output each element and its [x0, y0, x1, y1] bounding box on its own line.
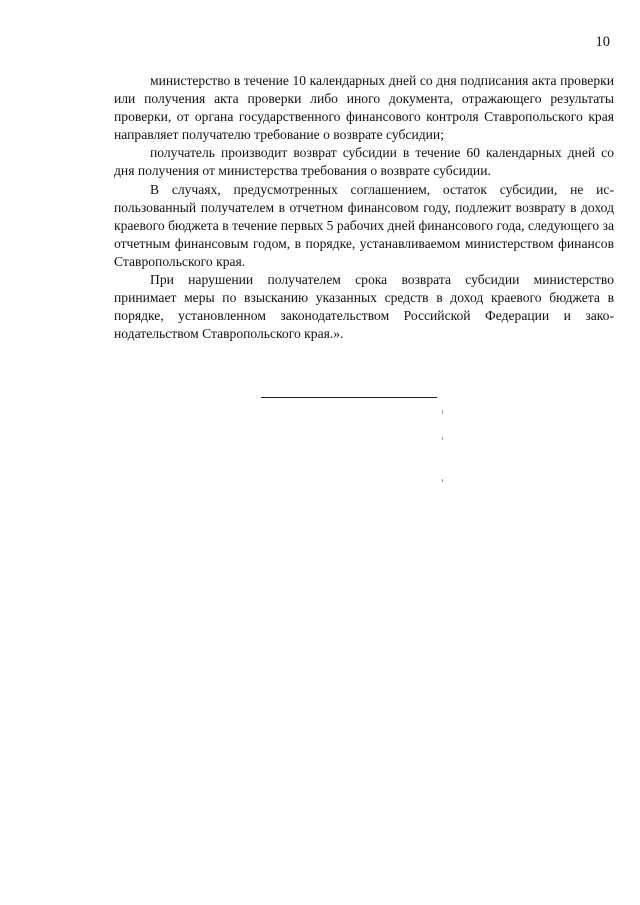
body-text [114, 72, 614, 343]
scan-speck [442, 410, 443, 414]
scan-speck [442, 437, 443, 440]
paragraph-violation-measures: При нарушении получателем срока возврата субсидии министерство принимает меры по взысканию указанных средств в доход краевого бюджета в порядке, установленном законодательством Российской Федерации и законодательством Ставропольского края.». [114, 272, 614, 342]
separator-line [261, 397, 437, 398]
scan-speck [442, 479, 443, 482]
page-number: 10 [595, 34, 610, 50]
paragraph-recipient-refund: получатель производит возврат субсидии в течение 60 календарных дней со дня получения от министерства требования о возврате субсидии. [114, 145, 614, 179]
paragraph-ministry-requirement: министерство в течение 10 календарных дней со дня подписания акта проверки или получения акта проверки либо иного документа, отражающего результаты проверки, от органа государственного финансового контроля Ставропольского края направляет получателю требование о возврате субсидии; [114, 73, 614, 143]
paragraph-subsidy-balance: В случаях, предусмотренных соглашением, остаток субсидии, не использованный получателем в отчетном финансовом году, подлежит возврату в доход краевого бюджета в течение первых 5 рабочих дней финансового года, следующего за отчетным финансовым годом, в порядке, устанавливаемом министерством финансов Ставропольского края. [114, 181, 614, 269]
